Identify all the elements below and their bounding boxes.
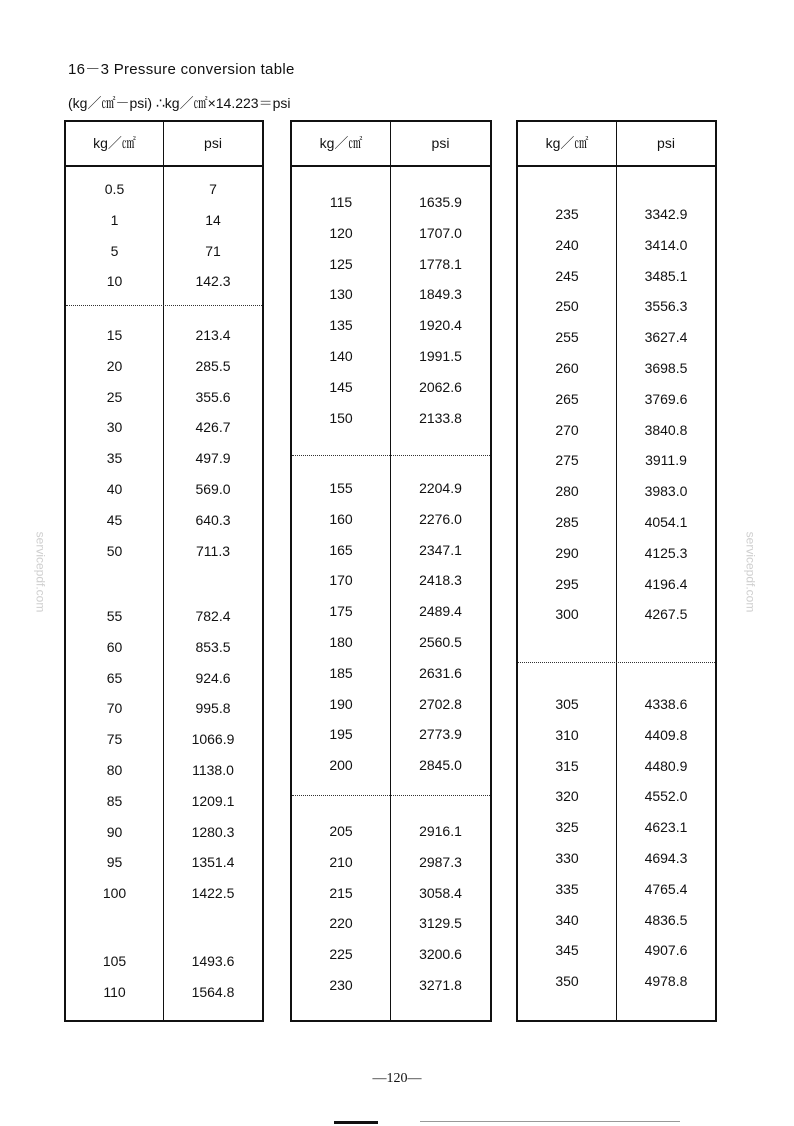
cell-psi: 4836.5 bbox=[644, 911, 688, 928]
cell-kg-cm2: 190 bbox=[329, 695, 353, 712]
cell-psi: 2489.4 bbox=[419, 603, 462, 620]
cell-psi: 4338.6 bbox=[644, 696, 688, 712]
cell-psi: 2773.9 bbox=[419, 726, 462, 743]
cell-psi: 3271.8 bbox=[419, 977, 462, 993]
cell-psi: 14 bbox=[205, 211, 221, 228]
cell-kg-cm2: 140 bbox=[329, 348, 353, 364]
cell-kg-cm2: 45 bbox=[106, 511, 123, 528]
header-psi: psi bbox=[657, 135, 675, 151]
cell-kg-cm2: 120 bbox=[329, 224, 353, 241]
cell-psi: 2418.3 bbox=[419, 572, 462, 589]
cell-kg-cm2: 80 bbox=[106, 762, 123, 778]
cell-psi: 995.8 bbox=[195, 700, 231, 717]
cell-psi: 853.5 bbox=[195, 638, 231, 655]
cell-kg-cm2: 150 bbox=[329, 409, 353, 426]
cell-kg-cm2: 70 bbox=[106, 700, 123, 717]
group-separator bbox=[292, 795, 490, 796]
cell-psi: 4054.1 bbox=[644, 514, 688, 530]
cell-kg-cm2: 135 bbox=[329, 317, 353, 334]
cell-psi: 4409.8 bbox=[644, 726, 688, 743]
cell-kg-cm2: 240 bbox=[555, 236, 579, 253]
cell-kg-cm2: 215 bbox=[329, 884, 353, 901]
cell-kg-cm2: 105 bbox=[102, 953, 127, 969]
cell-psi: 3342.9 bbox=[644, 206, 688, 222]
cell-psi: 213.4 bbox=[195, 327, 231, 343]
cell-psi: 4978.8 bbox=[644, 973, 688, 990]
conversion-table-2 bbox=[290, 120, 492, 1022]
cell-kg-cm2: 260 bbox=[555, 360, 579, 376]
cell-kg-cm2: 320 bbox=[555, 788, 579, 805]
header-kg-cm2: kg／㎠ bbox=[545, 135, 589, 151]
cell-psi: 2702.8 bbox=[419, 695, 462, 712]
cell-kg-cm2: 330 bbox=[555, 850, 579, 866]
cell-kg-cm2: 65 bbox=[106, 669, 123, 686]
cell-psi: 4196.4 bbox=[644, 575, 688, 592]
cell-psi: 2204.9 bbox=[419, 480, 462, 496]
cell-psi: 285.5 bbox=[195, 357, 231, 374]
cell-kg-cm2: 95 bbox=[106, 854, 123, 871]
cell-psi: 1351.4 bbox=[191, 854, 235, 871]
cell-kg-cm2: 145 bbox=[329, 378, 353, 395]
cell-psi: 3414.0 bbox=[644, 236, 688, 253]
cell-psi: 1849.3 bbox=[419, 286, 462, 303]
cell-psi: 4765.4 bbox=[644, 880, 688, 897]
cell-psi: 1493.6 bbox=[191, 953, 235, 969]
cell-kg-cm2: 200 bbox=[329, 757, 353, 774]
cell-kg-cm2: 250 bbox=[555, 298, 579, 315]
cell-psi: 711.3 bbox=[196, 542, 230, 559]
cell-psi: 1209.1 bbox=[191, 792, 235, 809]
cell-psi: 497.9 bbox=[195, 450, 231, 467]
header-divider bbox=[292, 165, 490, 167]
cell-psi: 1991.5 bbox=[419, 348, 462, 364]
cell-kg-cm2: 10 bbox=[106, 273, 123, 290]
cell-kg-cm2: 285 bbox=[555, 514, 579, 530]
cell-kg-cm2: 85 bbox=[106, 792, 123, 809]
cell-kg-cm2: 110 bbox=[103, 983, 126, 1000]
conversion-table-3 bbox=[516, 120, 717, 1022]
cell-psi: 4694.3 bbox=[644, 850, 688, 866]
cell-kg-cm2: 275 bbox=[555, 452, 579, 469]
cell-kg-cm2: 205 bbox=[329, 823, 353, 839]
cell-psi: 4480.9 bbox=[644, 757, 688, 774]
cell-kg-cm2: 180 bbox=[329, 634, 353, 650]
cell-kg-cm2: 40 bbox=[106, 481, 123, 497]
cell-kg-cm2: 0.5 bbox=[104, 181, 125, 197]
cell-kg-cm2: 165 bbox=[329, 541, 353, 558]
cell-psi: 2560.5 bbox=[419, 634, 462, 650]
cell-kg-cm2: 225 bbox=[329, 946, 353, 963]
cell-psi: 1066.9 bbox=[191, 731, 235, 748]
cell-psi: 7 bbox=[209, 181, 217, 197]
cell-psi: 4267.5 bbox=[644, 606, 688, 623]
cell-kg-cm2: 195 bbox=[329, 726, 353, 743]
cell-kg-cm2: 35 bbox=[106, 450, 123, 467]
cell-kg-cm2: 125 bbox=[329, 255, 353, 272]
cell-psi: 640.3 bbox=[195, 511, 231, 528]
cell-psi: 3698.5 bbox=[644, 360, 688, 376]
cell-kg-cm2: 325 bbox=[555, 819, 579, 836]
cell-psi: 2062.6 bbox=[419, 378, 462, 395]
cell-psi: 142.3 bbox=[195, 273, 231, 290]
cell-kg-cm2: 50 bbox=[106, 542, 123, 559]
cell-psi: 3840.8 bbox=[644, 421, 688, 438]
cell-psi: 782.4 bbox=[195, 608, 231, 624]
cell-psi: 924.6 bbox=[195, 669, 231, 686]
cell-psi: 3983.0 bbox=[644, 483, 688, 500]
cell-kg-cm2: 290 bbox=[555, 544, 579, 561]
cell-kg-cm2: 335 bbox=[555, 880, 579, 897]
cell-psi: 2631.6 bbox=[419, 664, 462, 681]
cell-kg-cm2: 315 bbox=[555, 757, 579, 774]
cell-kg-cm2: 25 bbox=[106, 388, 123, 405]
header-kg-cm2: kg／㎠ bbox=[319, 135, 363, 151]
cell-kg-cm2: 230 bbox=[329, 977, 353, 993]
watermark-right: servicepdf.com bbox=[743, 531, 758, 613]
cell-psi: 2845.0 bbox=[419, 757, 462, 774]
cell-kg-cm2: 255 bbox=[555, 329, 579, 346]
cell-psi: 1422.5 bbox=[191, 885, 235, 902]
cell-kg-cm2: 310 bbox=[555, 726, 579, 743]
conversion-table-1 bbox=[64, 120, 264, 1022]
cell-psi: 3485.1 bbox=[644, 267, 688, 284]
cell-psi: 2987.3 bbox=[419, 853, 462, 870]
cell-psi: 3556.3 bbox=[644, 298, 688, 315]
cell-psi: 3627.4 bbox=[644, 329, 688, 346]
cell-kg-cm2: 270 bbox=[555, 421, 579, 438]
header-divider bbox=[518, 165, 715, 167]
cell-psi: 355.6 bbox=[195, 388, 231, 405]
cell-psi: 1707.0 bbox=[419, 224, 462, 241]
watermark-left: servicepdf.com bbox=[33, 531, 48, 613]
cell-psi: 2916.1 bbox=[419, 823, 462, 839]
cell-kg-cm2: 340 bbox=[555, 911, 579, 928]
group-separator bbox=[292, 455, 490, 456]
header-psi: psi bbox=[204, 135, 222, 151]
header-psi: psi bbox=[431, 135, 450, 151]
cell-kg-cm2: 300 bbox=[555, 606, 579, 623]
cell-kg-cm2: 175 bbox=[329, 603, 353, 620]
cell-kg-cm2: 295 bbox=[555, 575, 579, 592]
cell-kg-cm2: 345 bbox=[555, 942, 579, 959]
cell-kg-cm2: 235 bbox=[555, 206, 579, 222]
cell-psi: 426.7 bbox=[195, 419, 231, 436]
cell-kg-cm2: 75 bbox=[106, 731, 123, 748]
cell-psi: 71 bbox=[205, 242, 221, 259]
cell-psi: 3769.6 bbox=[644, 390, 688, 407]
cell-psi: 4623.1 bbox=[644, 819, 688, 836]
cell-psi: 4907.6 bbox=[644, 942, 688, 959]
cell-psi: 2276.0 bbox=[419, 510, 462, 527]
cell-psi: 1280.3 bbox=[191, 823, 235, 840]
cell-psi: 4552.0 bbox=[644, 788, 688, 805]
cell-kg-cm2: 130 bbox=[329, 286, 353, 303]
cell-kg-cm2: 60 bbox=[106, 638, 123, 655]
cell-kg-cm2: 115 bbox=[329, 194, 353, 210]
cell-kg-cm2: 185 bbox=[329, 664, 353, 681]
cell-kg-cm2: 55 bbox=[106, 608, 123, 624]
cell-kg-cm2: 160 bbox=[329, 510, 353, 527]
cell-psi: 1138.0 bbox=[192, 762, 234, 778]
cell-kg-cm2: 90 bbox=[106, 823, 123, 840]
cell-kg-cm2: 350 bbox=[555, 973, 579, 990]
footer-mark bbox=[334, 1121, 378, 1124]
cell-psi: 1778.1 bbox=[419, 255, 462, 272]
cell-kg-cm2: 170 bbox=[329, 572, 353, 589]
cell-psi: 1920.4 bbox=[419, 317, 462, 334]
cell-kg-cm2: 210 bbox=[329, 853, 353, 870]
footer-mark bbox=[420, 1121, 680, 1122]
cell-kg-cm2: 100 bbox=[102, 885, 127, 902]
cell-psi: 2347.1 bbox=[419, 541, 462, 558]
page-title: 16－3 Pressure conversion table bbox=[68, 61, 295, 78]
cell-kg-cm2: 305 bbox=[555, 696, 579, 712]
cell-kg-cm2: 220 bbox=[329, 915, 353, 932]
cell-psi: 4125.3 bbox=[644, 544, 688, 561]
cell-psi: 1635.9 bbox=[419, 194, 462, 210]
cell-psi: 2133.8 bbox=[419, 409, 462, 426]
cell-psi: 3129.5 bbox=[419, 915, 462, 932]
cell-kg-cm2: 5 bbox=[110, 242, 119, 259]
group-separator bbox=[518, 662, 715, 663]
cell-kg-cm2: 265 bbox=[555, 390, 579, 407]
cell-psi: 3911.9 bbox=[645, 452, 687, 469]
cell-psi: 3200.6 bbox=[419, 946, 462, 963]
cell-psi: 1564.8 bbox=[191, 983, 235, 1000]
cell-psi: 3058.4 bbox=[419, 884, 462, 901]
header-divider bbox=[66, 165, 262, 167]
cell-kg-cm2: 15 bbox=[106, 327, 123, 343]
cell-kg-cm2: 155 bbox=[329, 480, 353, 496]
page-number: —120— bbox=[372, 1071, 422, 1086]
header-kg-cm2: kg／㎠ bbox=[93, 135, 136, 151]
cell-kg-cm2: 280 bbox=[555, 483, 579, 500]
cell-psi: 569.0 bbox=[195, 481, 231, 497]
cell-kg-cm2: 1 bbox=[110, 211, 119, 228]
cell-kg-cm2: 30 bbox=[106, 419, 123, 436]
group-separator bbox=[66, 305, 262, 306]
cell-kg-cm2: 245 bbox=[555, 267, 579, 284]
conversion-formula: (kg／㎠－psi) ∴kg／㎠×14.223＝psi bbox=[68, 95, 291, 111]
cell-kg-cm2: 20 bbox=[106, 357, 123, 374]
